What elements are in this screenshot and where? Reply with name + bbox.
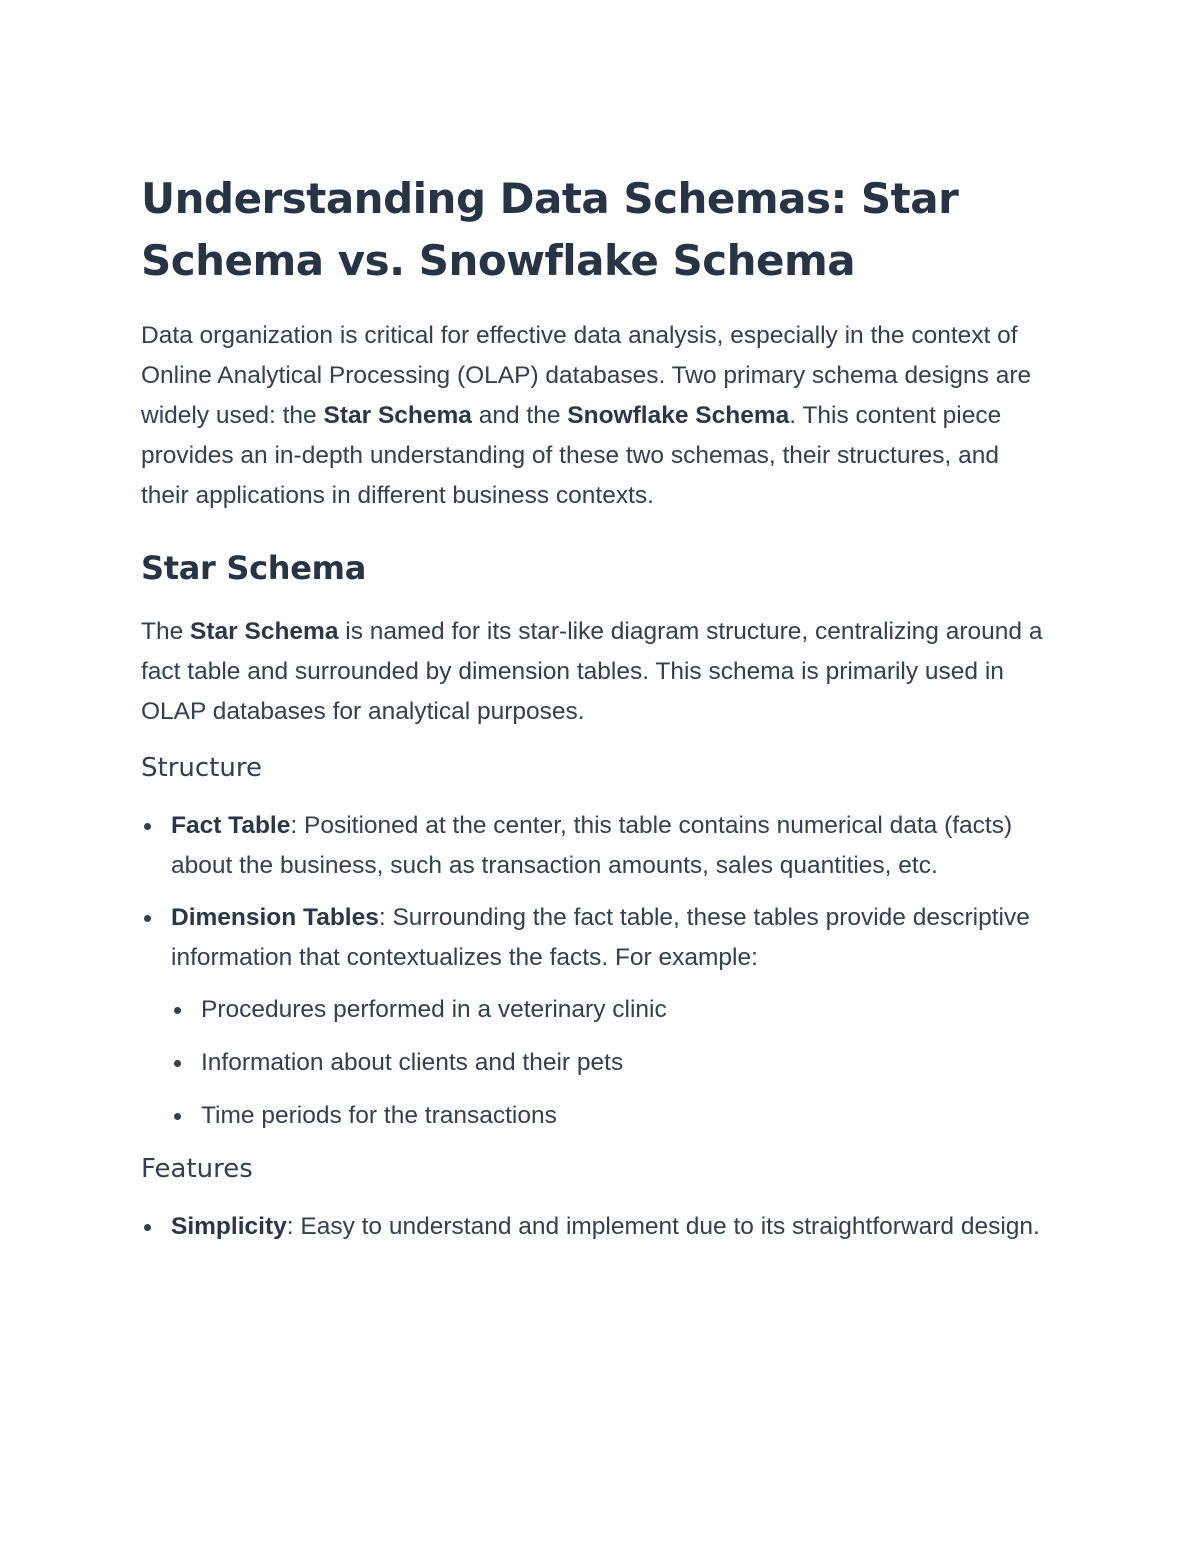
- list-item-term: Dimension Tables: [171, 904, 379, 931]
- list-item-desc: : Surrounding the fact table, these tables provide descriptive information that contextualizes the facts. For example:: [171, 904, 1030, 971]
- list-item-term: Simplicity: [171, 1213, 287, 1240]
- bullet-icon: [144, 915, 151, 922]
- star-schema-heading: Star Schema: [141, 549, 366, 587]
- list-item-text: Information about clients and their pets: [201, 1049, 624, 1076]
- dimension-examples-list: [171, 990, 1051, 1136]
- features-list: [141, 1207, 1051, 1247]
- bullet-icon: [144, 823, 151, 830]
- list-item-desc: : Easy to understand and implement due to its straightforward design.: [286, 1213, 1040, 1240]
- bullet-icon: [174, 1113, 181, 1120]
- list-item-term: Fact Table: [171, 812, 291, 839]
- bullet-icon: [174, 1007, 181, 1014]
- star-text-2: is named for its star-like diagram structure, centralizing around a fact table and surrounded by dimension tables. This schema is primarily used in OLAP databases for analytical purposes.: [141, 618, 1043, 725]
- list-item: [171, 990, 1051, 1030]
- star-schema-paragraph: [141, 612, 1051, 732]
- list-item-simplicity: [141, 1207, 1051, 1247]
- features-heading: Features: [141, 1154, 253, 1184]
- bullet-icon: [144, 1224, 151, 1231]
- list-item: [171, 1096, 1051, 1136]
- list-item-desc: : Positioned at the center, this table contains numerical data (facts) about the business, such as transaction amounts, sales quantities, etc.: [171, 812, 1013, 879]
- star-bold-star-schema: Star Schema: [190, 618, 339, 645]
- document-title: Understanding Data Schemas: Star Schema vs. Snowflake Schema: [141, 174, 959, 285]
- intro-text-1: Data organization is critical for effective data analysis, especially in the context of Online Analytical Processing (OLAP) databases. Two primary schema designs are widely used: the: [141, 322, 1032, 429]
- structure-list: [141, 806, 1051, 1136]
- list-item-text: Procedures performed in a veterinary clinic: [201, 996, 667, 1023]
- document-page: [141, 168, 1051, 1259]
- intro-text-3: . This content piece provides an in-depth understanding of these two schemas, their structures, and their applications in different business contexts.: [141, 402, 1002, 509]
- list-item: [171, 1043, 1051, 1083]
- star-text-1: The: [141, 618, 191, 645]
- intro-bold-snowflake-schema: Snowflake Schema: [567, 402, 790, 429]
- list-item-fact-table: [141, 806, 1051, 886]
- intro-paragraph: [141, 316, 1051, 516]
- intro-bold-star-schema: Star Schema: [323, 402, 472, 429]
- list-item-dimension-tables: [141, 898, 1051, 1136]
- intro-text-2: and the: [471, 402, 568, 429]
- bullet-icon: [174, 1060, 181, 1067]
- list-item-text: Time periods for the transactions: [201, 1102, 557, 1129]
- structure-heading: Structure: [141, 753, 262, 783]
